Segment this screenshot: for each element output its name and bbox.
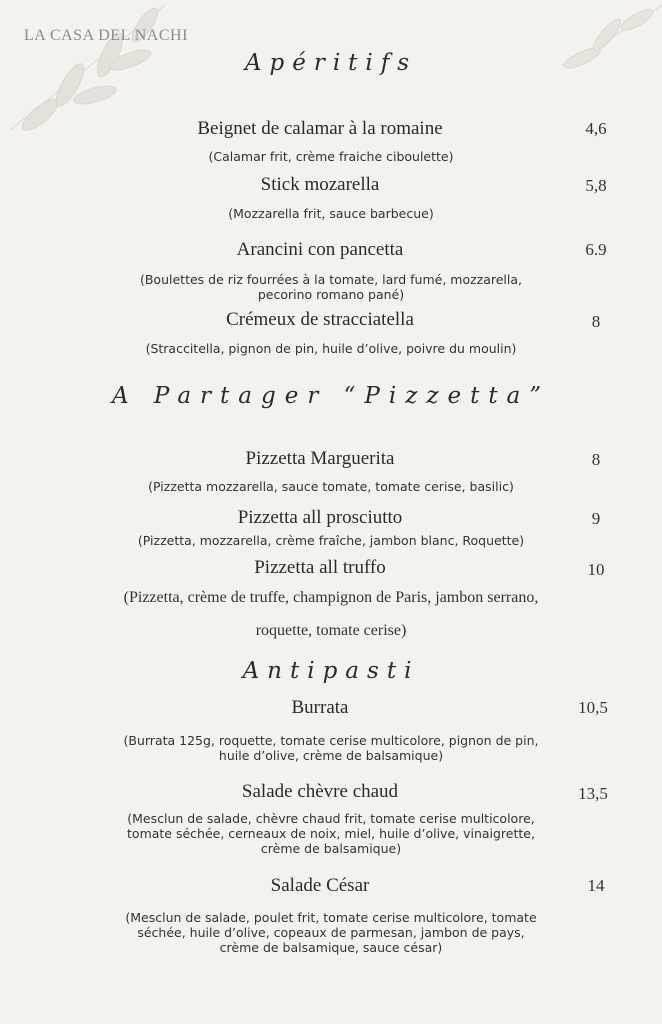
menu-item-price: 14 bbox=[587, 876, 605, 895]
menu-item-name: Salade César bbox=[270, 875, 370, 896]
menu-item-name: Burrata bbox=[291, 697, 349, 718]
menu-item-description: (Mesclun de salade, chèvre chaud frit, tomate cerise multicolore, tomate séchée, cerneaux de noix, miel, huile d’olive, vinaigrette, crème de balsamique) bbox=[127, 811, 535, 856]
section-title-aperitifs: Apéritifs bbox=[244, 50, 418, 76]
menu-item-description: (Pizzetta, crème de truffe, champignon de Paris, jambon serrano, roquette, tomate cerise) bbox=[123, 589, 539, 639]
menu-item-name: Beignet de calamar à la romaine bbox=[197, 118, 443, 139]
menu-item-price: 8 bbox=[591, 312, 601, 331]
menu-item-name: Arancini con pancetta bbox=[236, 239, 404, 260]
menu-item-price: 4,6 bbox=[585, 119, 607, 138]
menu-item-price: 5,8 bbox=[585, 176, 607, 195]
menu-item-name: Salade chèvre chaud bbox=[241, 781, 399, 802]
menu-item-price: 10 bbox=[587, 560, 605, 579]
menu-item-price: 8 bbox=[591, 450, 601, 469]
menu-item-name: Pizzetta all truffo bbox=[254, 557, 386, 578]
menu-item-price: 10,5 bbox=[578, 698, 608, 717]
menu-item-description: (Mozzarella frit, sauce barbecue) bbox=[228, 206, 434, 221]
section-title-antipasti: Antipasti bbox=[242, 658, 420, 684]
menu-item-price: 13,5 bbox=[578, 784, 608, 803]
menu-item-description: (Pizzetta, mozzarella, crème fraîche, jambon blanc, Roquette) bbox=[137, 533, 525, 548]
menu-item-description: (Pizzetta mozzarella, sauce tomate, tomate cerise, basilic) bbox=[148, 479, 514, 494]
menu-item-name: Stick mozarella bbox=[260, 174, 380, 195]
menu-item-name: Crémeux de stracciatella bbox=[226, 309, 414, 330]
menu-item-description: (Straccitella, pignon de pin, huile d’olive, poivre du moulin) bbox=[145, 341, 517, 356]
menu-item-description: (Burrata 125g, roquette, tomate cerise multicolore, pignon de pin, huile d’olive, crème de balsamique) bbox=[123, 733, 539, 763]
menu-item-description: (Calamar frit, crème fraiche ciboulette) bbox=[208, 149, 454, 164]
menu-item-description: (Mesclun de salade, poulet frit, tomate cerise multicolore, tomate séchée, huile d’olive, copeaux de parmesan, jambon de pays, crème de balsamique, sauce césar) bbox=[125, 910, 537, 955]
menu-item-description: (Boulettes de riz fourrées à la tomate, lard fumé, mozzarella, pecorino romano pané) bbox=[139, 272, 523, 302]
menu-item-name: Pizzetta all prosciutto bbox=[237, 507, 403, 528]
menu-item-name: Pizzetta Marguerita bbox=[245, 448, 395, 469]
section-title-pizzetta: A Partager “Pizzetta” bbox=[111, 383, 551, 409]
menu-item-price: 9 bbox=[591, 509, 601, 528]
restaurant-brand: LA CASA DEL NACHI bbox=[24, 27, 188, 44]
menu-item-price: 6.9 bbox=[585, 240, 607, 259]
